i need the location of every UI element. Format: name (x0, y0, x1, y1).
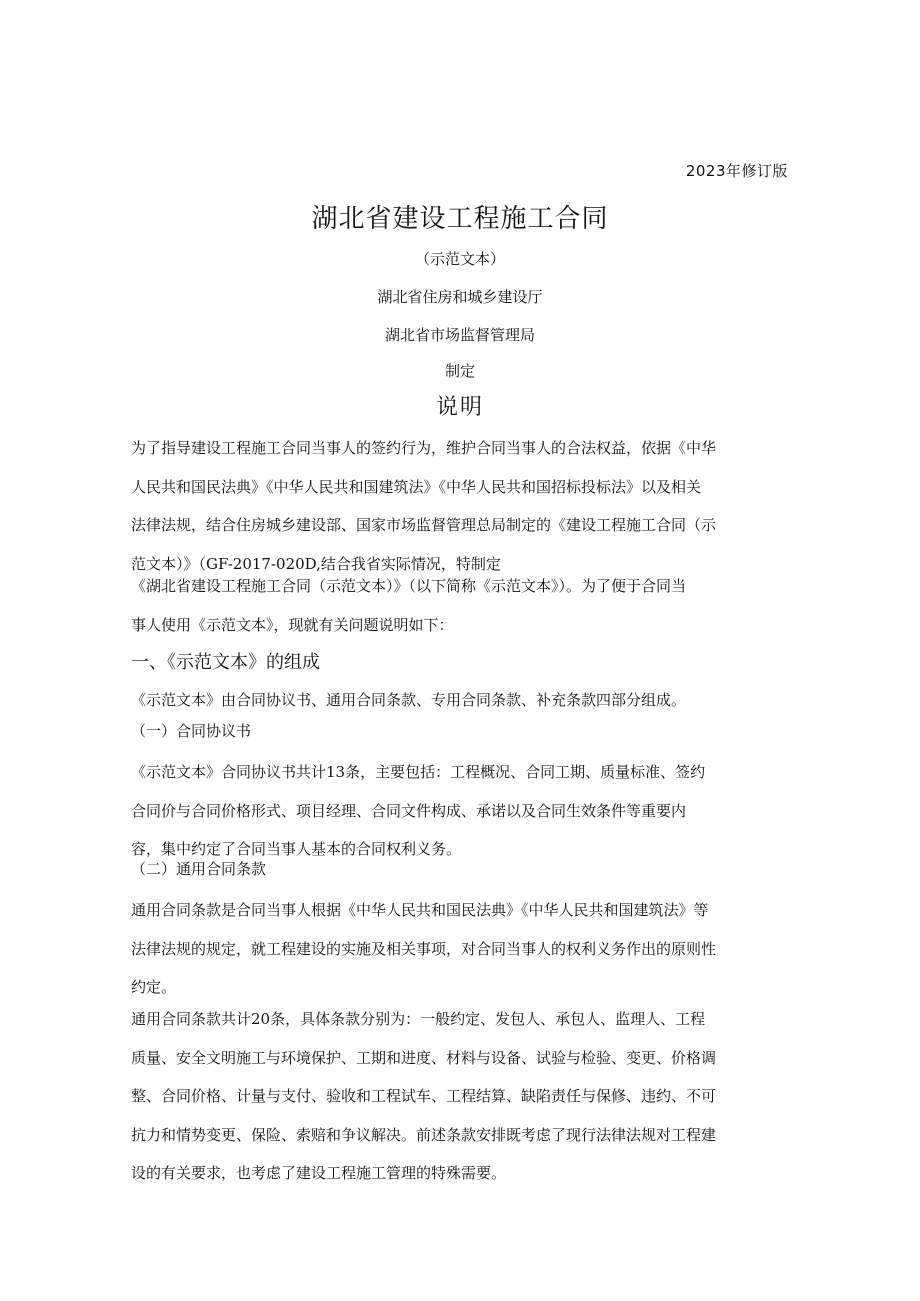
document-subtitle: （示范文本） (414, 250, 505, 268)
subheading-general-terms: （二）通用合同条款 (131, 860, 267, 878)
general-terms-list-line: 整、合同价格、计量与支付、验收和工程试车、工程结算、缺陷责任与保修、违约、不可 (131, 1087, 717, 1105)
made-label: 制定 (444, 362, 475, 380)
subheading-agreement: （一）合同协议书 (131, 722, 252, 740)
document-title: 湖北省建设工程施工合同 (311, 204, 609, 234)
general-terms-line: 通用合同条款是合同当事人根据《中华人民共和国民法典》《中华人民共和国建筑法》等 (131, 901, 709, 919)
agreement-line: 合同价与合同价格形式、项目经理、合同文件构成、承诺以及合同生效条件等重要内 (131, 801, 687, 820)
intro-line: 人民共和国民法典》《中华人民共和国建筑法》《中华人民共和国招标投标法》以及相关 (131, 477, 702, 496)
general-terms-paragraph (131, 891, 791, 1007)
intro-line: 法律法规，结合住房城乡建设部、国家市场监督管理总局制定的《建设工程施工合同（示 (131, 516, 717, 534)
intro-paragraph-2 (131, 567, 791, 644)
explanation-title: 说明 (435, 395, 484, 420)
general-terms-list-line: 设的有关要求，也考虑了建设工程施工管理的特殊需要。 (131, 1164, 507, 1182)
composition-paragraph (131, 681, 791, 720)
intro-paragraph (131, 429, 791, 583)
section-heading-composition: 一、《示范文本》的组成 (131, 652, 320, 673)
agreement-line: 容，集中约定了合同当事人基本的合同权利义务。 (131, 840, 462, 858)
general-terms-list-line: 抗力和情势变更、保险、索赔和争议解决。前述条款安排既考虑了现行法律法规对工程建 (131, 1125, 717, 1144)
agreement-line: 《示范文本》合同协议书共计13条，主要包括：工程概况、合同工期、质量标准、签约 (131, 763, 706, 781)
issuer-market-bureau: 湖北省市场监督管理局 (384, 326, 535, 344)
general-terms-list-paragraph (131, 1000, 791, 1193)
general-terms-list-line: 通用合同条款共计20条，具体条款分别为：一般约定、发包人、承包人、监理人、工程 (131, 1010, 706, 1028)
composition-line: 《示范文本》由合同协议书、通用合同条款、专用合同条款、补充条款四部分组成。 (131, 691, 687, 709)
revision-label: 2023年修订版 (685, 162, 788, 180)
general-terms-line: 约定。 (131, 978, 177, 996)
intro-line: 《湖北省建设工程施工合同（示范文本）》（以下简称《示范文本》）。为了便于合同当 (131, 577, 687, 595)
intro-line: 范文本）》（GF-2017-020D,结合我省实际情况，特制定 (131, 554, 501, 573)
issuer-housing-dept: 湖北省住房和城乡建设厅 (377, 288, 543, 306)
intro-line: 为了指导建设工程施工合同当事人的签约行为，维护合同当事人的合法权益，依据《中华 (131, 439, 717, 457)
general-terms-line: 法律法规的规定，就工程建设的实施及相关事项，对合同当事人的权利义务作出的原则性 (131, 939, 717, 958)
general-terms-list-line: 质量、安全文明施工与环境保护、工期和进度、材料与设备、试验与检验、变更、价格调 (131, 1048, 717, 1067)
agreement-paragraph (131, 753, 791, 869)
intro-line: 事人使用《示范文本》，现就有关问题说明如下： (131, 615, 454, 634)
